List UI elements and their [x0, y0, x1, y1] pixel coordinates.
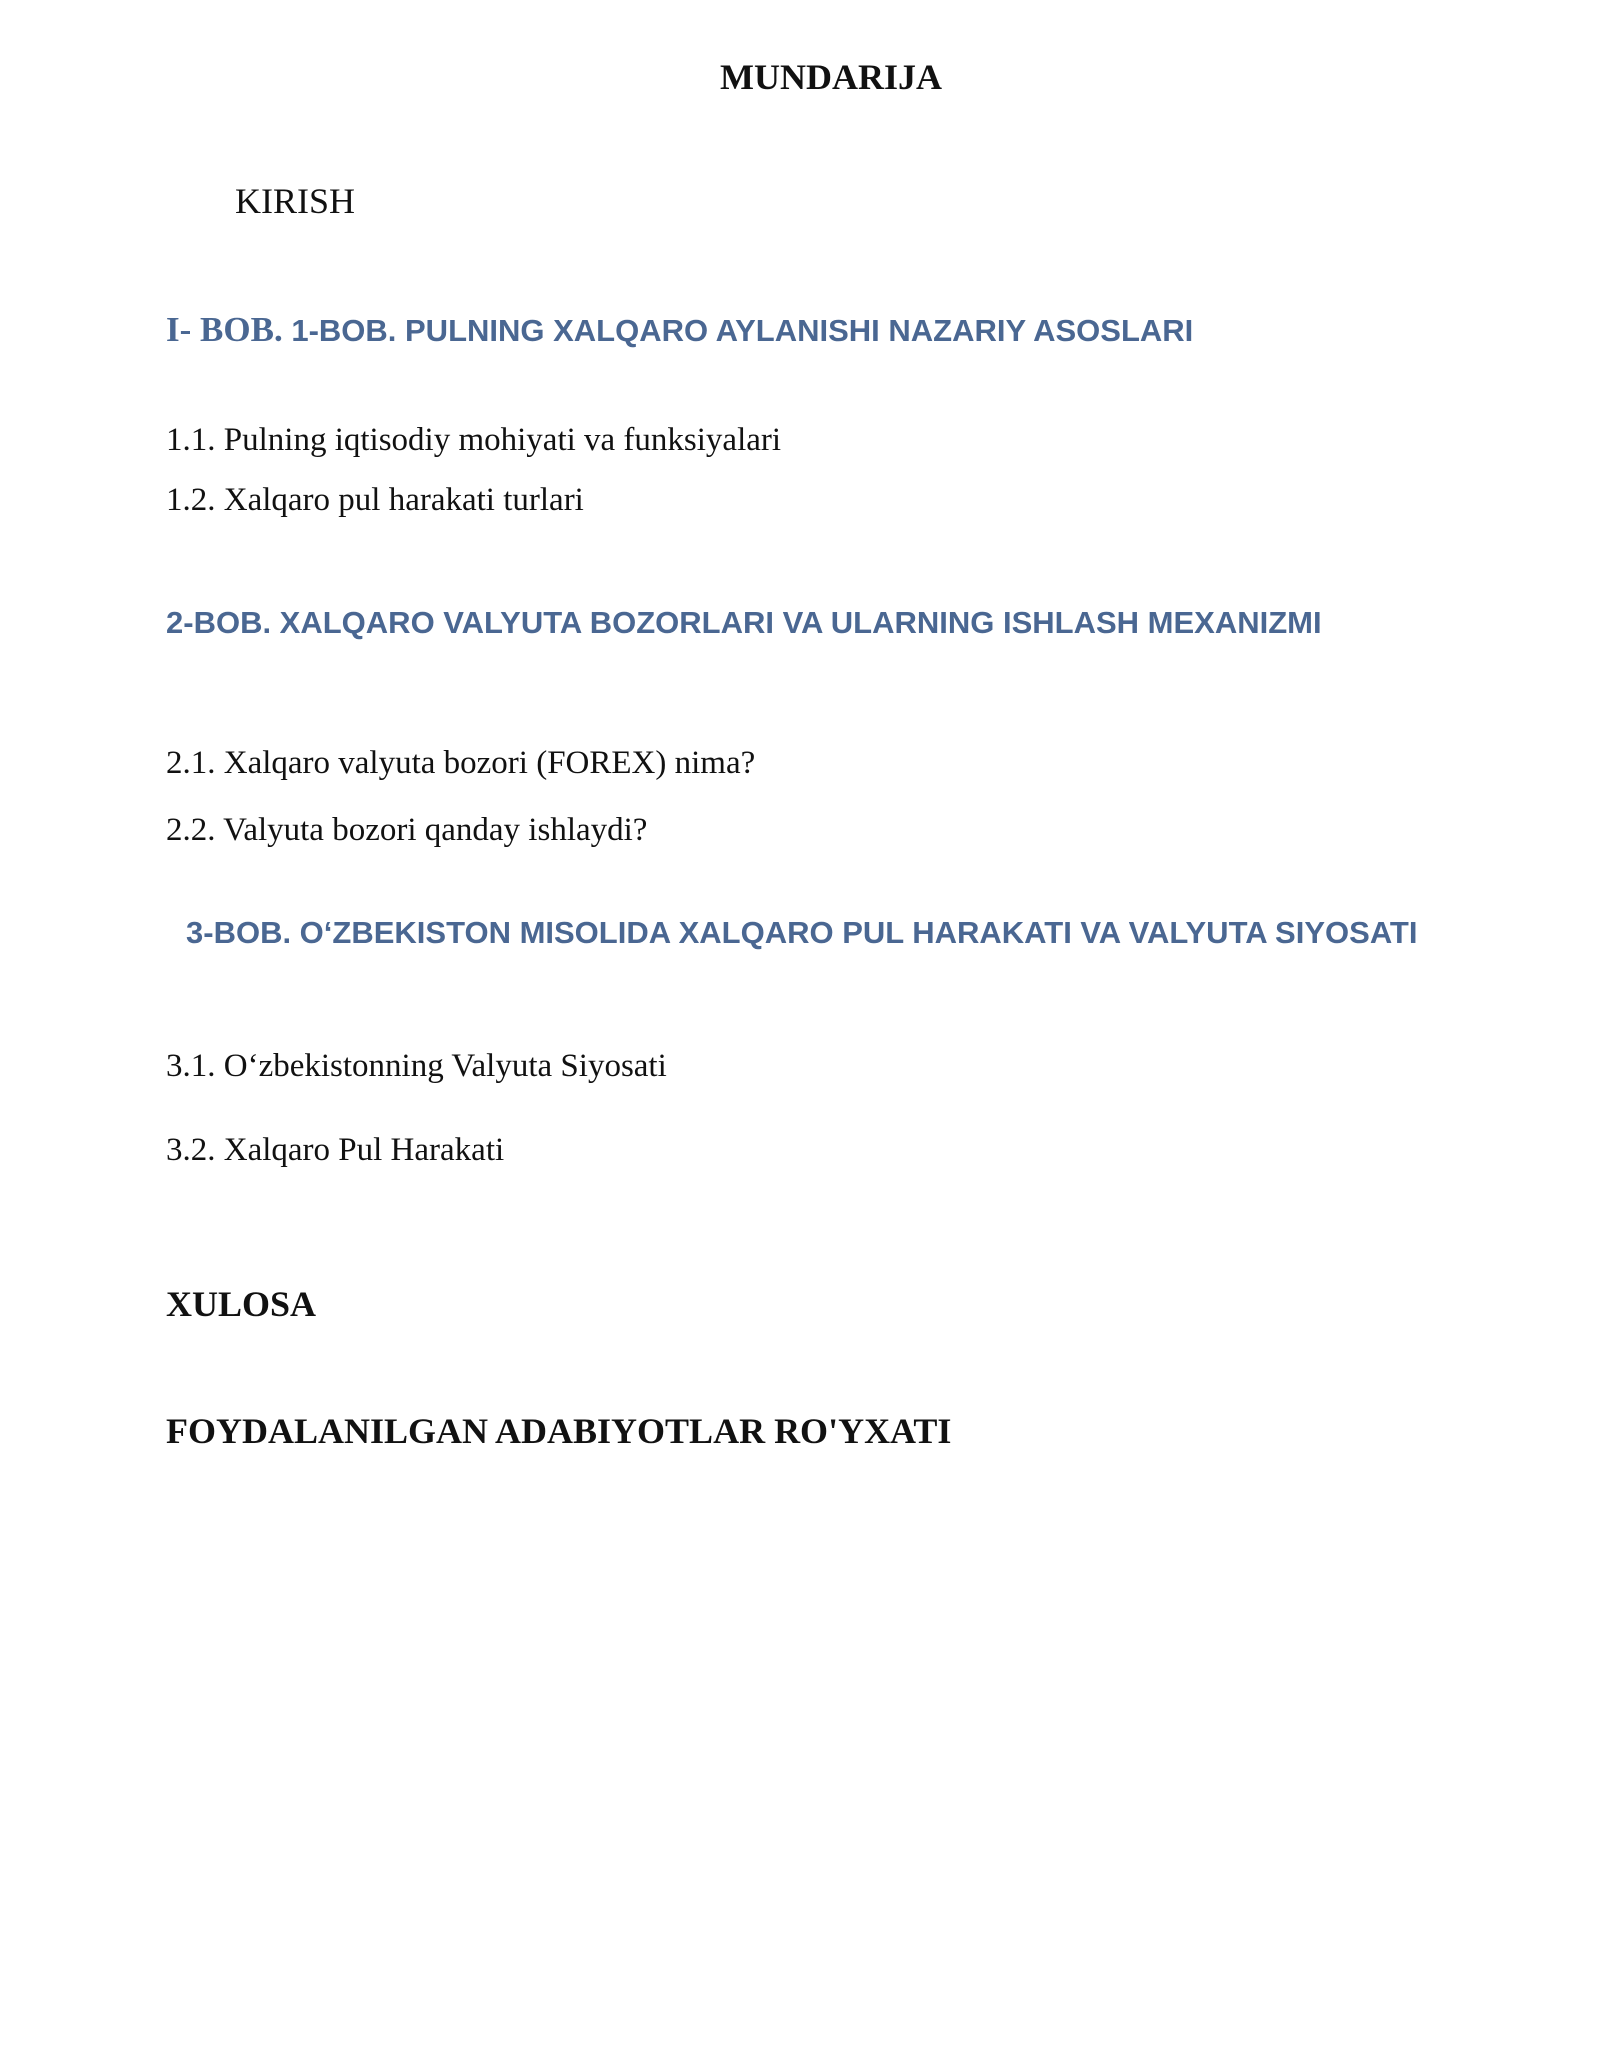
toc-chapter-1-heading [166, 310, 1193, 350]
toc-entry-references: FOYDALANILGAN ADABIYOTLAR RO'YXATI [166, 1411, 952, 1451]
toc-section-2-1: 2.1. Xalqaro valyuta bozori (FOREX) nima? [166, 745, 756, 781]
toc-section-3-2: 3.2. Xalqaro Pul Harakati [166, 1132, 505, 1168]
page-title: MUNDARIJA [720, 57, 942, 97]
toc-section-1-2: 1.2. Xalqaro pul harakati turlari [166, 482, 584, 518]
toc-chapter-2-heading: 2-BOB. XALQARO VALYUTA BOZORLARI VA ULARNING ISHLASH MEXANIZMI [166, 605, 1322, 640]
toc-section-1-1: 1.1. Pulning iqtisodiy mohiyati va funksiyalari [166, 422, 782, 458]
toc-chapter-3-heading: 3-BOB. O‘ZBEKISTON MISOLIDA XALQARO PUL HARAKATI VA VALYUTA SIYOSATI [186, 915, 1418, 950]
chapter-1-prefix: I- BOB. [166, 310, 283, 349]
toc-section-2-2: 2.2. Valyuta bozori qanday ishlaydi? [166, 812, 648, 848]
toc-section-3-1: 3.1. O‘zbekistonning Valyuta Siyosati [166, 1048, 667, 1084]
chapter-1-title: 1-BOB. PULNING XALQARO AYLANISHI NAZARIY ASOSLARI [291, 313, 1194, 348]
toc-entry-conclusion: XULOSA [166, 1284, 317, 1324]
toc-entry-intro: KIRISH [235, 181, 356, 221]
